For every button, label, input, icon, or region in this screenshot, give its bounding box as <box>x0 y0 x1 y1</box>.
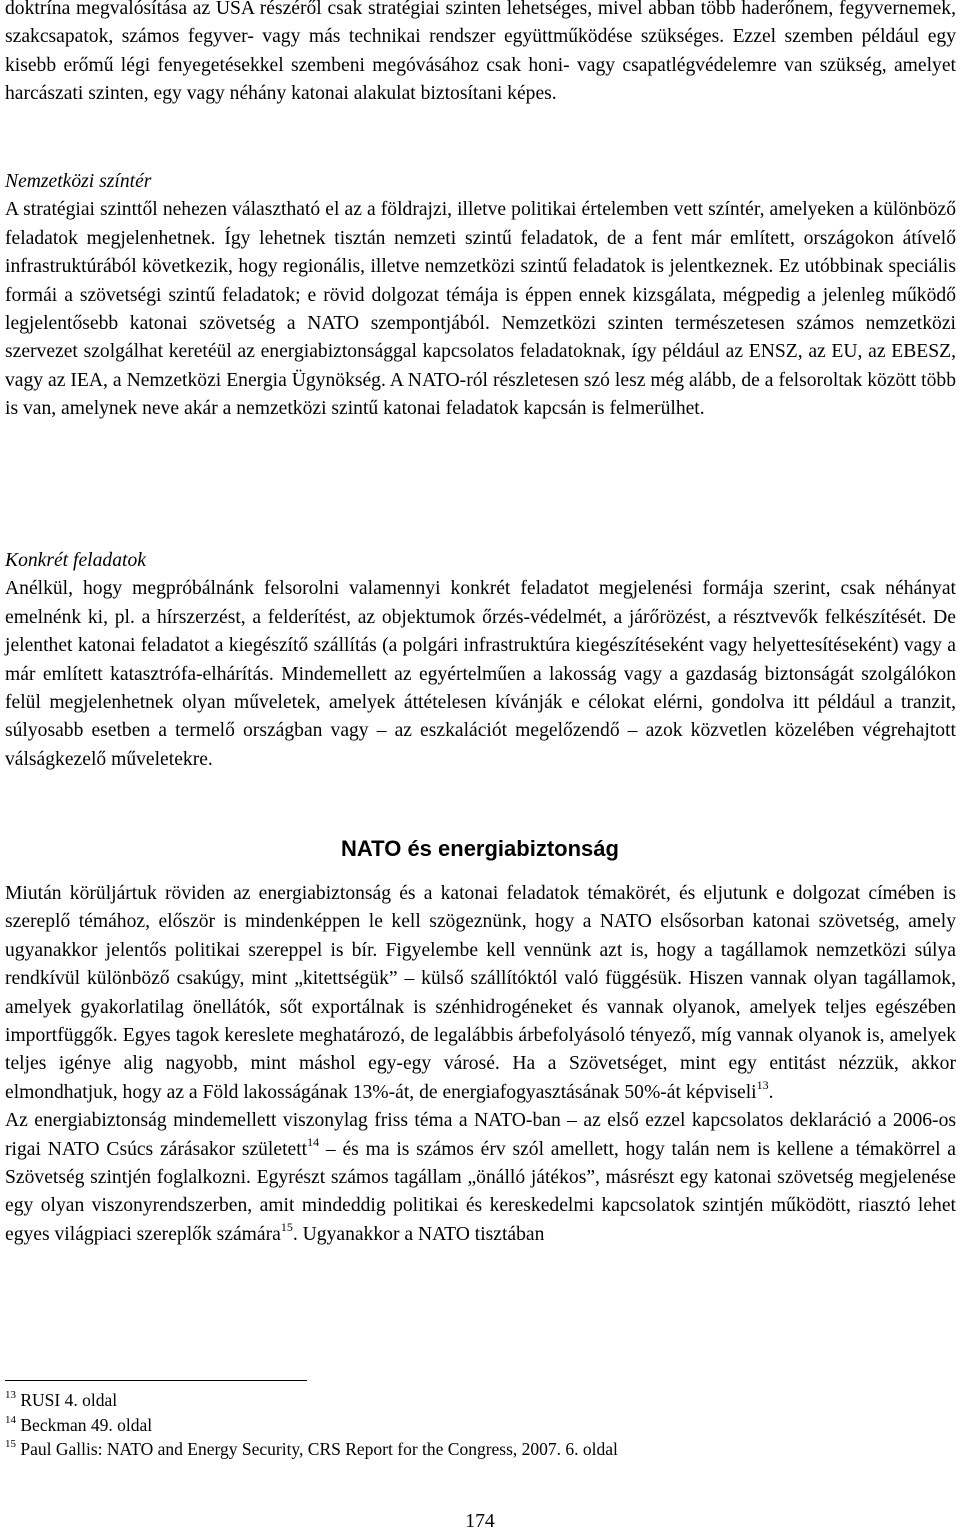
paragraph-nato-1-text: Miután körüljártuk röviden az energiabiztonság és a katonai feladatok témakörét, és eljutunk e dolgozat címében is szereplő témához, először is mindenképpen le kell szögeznünk, hogy a NATO elsősorban katonai szövetség, amely ugyanakkor jelentős politikai szereppel is bír. Figyelembe kell vennünk azt is, hogy a tagállamok nemzetközi súlya rendkívül különböző csakúgy, mint „kitettségük” – külső szállítóktól való függésük. Hiszen vannak olyan tagállamok, amelyek gyakorlatilag önellátók, sőt exportálnak is szénhidrogéneket és vannak olyanok, amelyek teljes egészében importfüggők. Egyes tagok kereslete meghatározó, de legalábbis árbefolyásoló tényező, míg vannak olyanok is, amelyek teljes igénye alig nagyobb, mint máshol egy-egy városé. Ha a Szövetséget, mint egy entitást nézzük, akkor elmondhatjuk, hogy az a Föld lakosságának 13%-át, de energiafogyasztásának 50%-át képviseli <box>5 883 956 1103</box>
subheading-concrete-tasks: Konkrét feladatok <box>5 550 146 571</box>
paragraph-nato-2-text: Az energiabiztonság mindemellett viszonylag friss téma a NATO-ban – az első ezzel kapcsolatos deklaráció a 2006-os rigai NATO Csúcs zárásakor született <box>5 1110 956 1160</box>
paragraph-nato-1-end: . <box>768 1081 774 1103</box>
footnote-14 <box>5 1413 956 1438</box>
section-concrete-tasks <box>5 547 956 774</box>
footnote-ref-13[interactable]: 13 <box>756 1077 769 1092</box>
paragraph-nato-2-middle: – és ma is számos érv szól amellett, hogy talán nem is kellene a témakörrel a Szövetség szintjén foglalkozni. Egyrészt számos tagállam „önálló játékos”, másrészt egy katonai szövetség megjelenése egy olyan viszonyrendszerben, amit mindeddig politikai és kereskedelmi kapcsolatok szintjén működött, riasztó lehet egyes világpiaci szereplők számára <box>5 1138 956 1245</box>
paragraph-concrete-tasks: Anélkül, hogy megpróbálnánk felsorolni valamennyi konkrét feladatot megjelenési formája szerint, csak néhányat emelnénk ki, pl. a hírszerzést, a felderítést, az objektumok őrzés-védelmét, a járőrözést, a résztvevők felkészítését. De jelenthet katonai feladatot a kiegészítő szállítás (a polgári infrastruktúra kiegészítéseként vagy helyettesítéseként) vagy a már említett katasztrófa-elhárítás. Mindemellett az egyértelműen a lakosság vagy a gazdaság biztonságát szolgálókon felül megjelenhetnek olyan műveletek, amelyek áttételesen kívánják e célokat elérni, gondolva itt például a tranzit, súlyosabb esetben a termelő országban vagy – az eszkalációt megelőzendő – azok közvetlen közelében végrehajtott válságkezelő műveletekre. <box>5 578 956 770</box>
section-nato-energy-security <box>5 880 956 1249</box>
subheading-international-scene: Nemzetközi színtér <box>5 171 152 192</box>
footnote-15 <box>5 1437 956 1462</box>
section-international-scene <box>5 168 956 424</box>
paragraph-nato-2-end: . Ugyanakkor a NATO tisztában <box>292 1223 545 1245</box>
paragraph-nato-2 <box>5 1107 956 1249</box>
section-title-nato-energy-security: NATO és energiabiztonság <box>341 836 619 861</box>
page-number: 174 <box>465 1511 495 1532</box>
section-intro <box>5 0 956 109</box>
footnote-number: 13 <box>5 1389 16 1401</box>
paragraph-doctrine: doktrína megvalósítása az USA részéről csak stratégiai szinten lehetséges, mivel abban több haderőnem, fegyvernemek, szakcsapatok, számos fegyver- vagy más technikai rendszer együttműködése szükséges. Ezzel szemben például egy kisebb erőmű légi fenyegetésekkel szembeni megóvásához csak honi- vagy csapatlégvédelemre van szükség, amelyet harcászati szinten, egy vagy néhány katonai alakulat biztosítani képes. <box>5 0 956 105</box>
paragraph-nato-1 <box>5 880 956 1107</box>
footnote-13 <box>5 1388 956 1413</box>
footnote-text: Paul Gallis: NATO and Energy Security, CRS Report for the Congress, 2007. 6. oldal <box>20 1439 618 1459</box>
footnotes <box>5 1388 956 1462</box>
footnote-number: 14 <box>5 1413 16 1426</box>
footnote-ref-14[interactable]: 14 <box>307 1134 320 1149</box>
footnote-text: RUSI 4. oldal <box>20 1390 118 1410</box>
footnote-divider <box>5 1380 307 1381</box>
paragraph-international-scene: A stratégiai szinttől nehezen választható el az a földrajzi, illetve politikai értelemben vett színtér, amelyeken a különböző feladatok megjelenhetnek. Így lehetnek tisztán nemzeti szintű feladatok, de a fent már említett, országokon átívelő infrastruktúrából következik, hogy regionális, illetve nemzetközi szintű feladatok is jelentkeznek. Ez utóbbinak speciális formái a szövetségi szintű feladatok; e rövid dolgozat témája is éppen ennek kizsgálata, mégpedig a jelenleg működő legjelentősebb katonai szövetség a NATO szempontjából. Nemzetközi szinten természetesen számos nemzetközi szervezet szolgálhat keretéül az energiabiztonsággal kapcsolatos feladatoknak, így például az ENSZ, az EU, az EBESZ, vagy az IEA, a Nemzetközi Energia Ügynökség. A NATO-ról részletesen szó lesz még alább, de a felsoroltak között több is van, amelynek neve akár a nemzetközi szintű katonai feladatok kapcsán is felmerülhet. <box>5 199 956 420</box>
footnote-ref-15[interactable]: 15 <box>280 1219 293 1234</box>
footnote-text: Beckman 49. oldal <box>20 1414 153 1435</box>
footnote-number: 15 <box>5 1438 16 1450</box>
